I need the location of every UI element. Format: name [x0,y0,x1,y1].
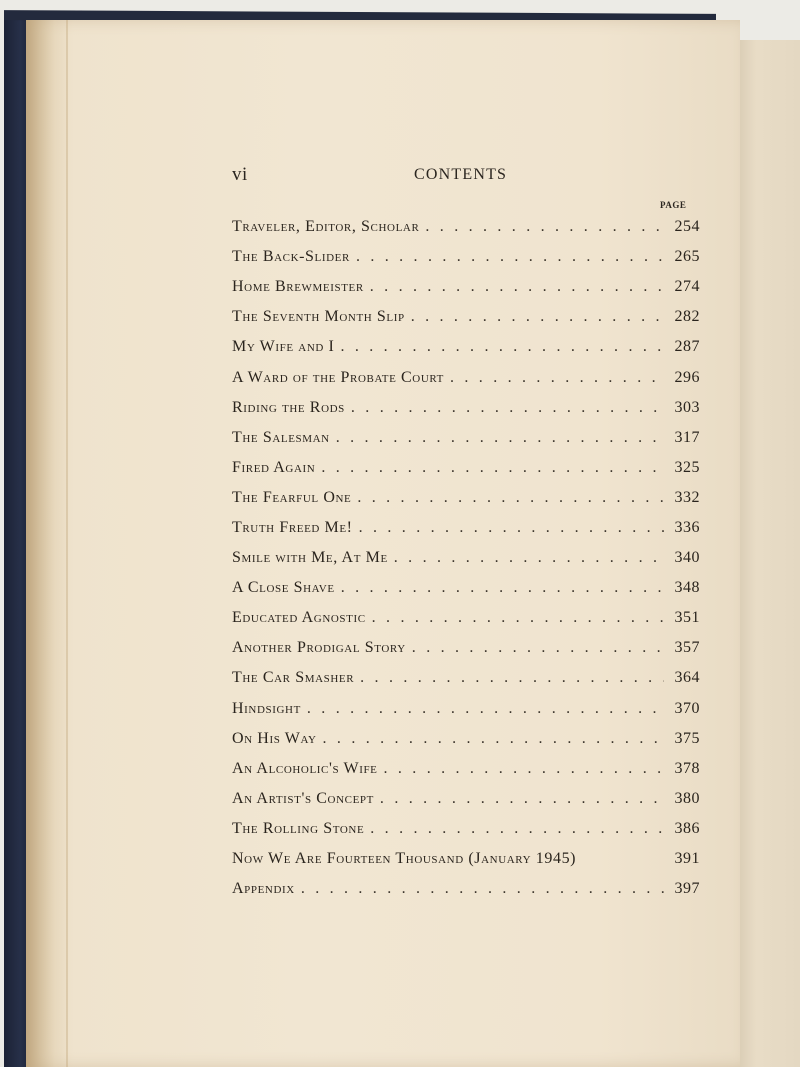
toc-entry [232,362,700,392]
toc-entry-page: 391 [674,850,700,868]
toc-entry-page: 378 [674,759,700,777]
toc-entry [232,513,700,543]
toc-leader-dots [425,217,664,237]
toc-entry-page: 282 [674,308,700,326]
toc-leader-dots [384,759,665,779]
toc-entry [232,393,700,423]
toc-entry-title: My Wife and I [232,338,335,356]
toc-entry-page: 370 [674,699,700,717]
toc-entry [232,212,700,242]
toc-leader-dots [341,578,664,598]
toc-entry-title: Educated Agnostic [232,609,366,627]
toc-entry-title: A Close Shave [232,579,335,597]
toc-entry-page: 274 [674,278,700,296]
toc-leader-dots [450,368,664,388]
toc-leader-dots [351,398,664,418]
toc-leader-dots [372,608,664,628]
toc-entry-page: 336 [674,518,700,536]
toc-entry-title: An Alcoholic's Wife [232,759,378,777]
toc-leader-dots [370,277,664,297]
toc-entry-title: The Car Smasher [232,669,355,687]
toc-leader-dots [307,699,664,719]
toc-leader-dots [323,729,664,749]
toc-entry [232,633,700,663]
toc-entry-page: 303 [674,398,700,416]
toc-entry [232,302,700,332]
page-title: CONTENTS [414,166,508,183]
toc-entry-page: 357 [674,639,700,657]
toc-leader-dots [412,638,664,658]
page-column-label: PAGE [660,200,687,210]
table-of-contents [232,212,700,904]
toc-entry-title: Appendix [232,880,295,898]
toc-entry-page: 317 [674,428,700,446]
toc-entry [232,543,700,573]
toc-entry [232,844,700,874]
toc-entry [232,874,700,904]
toc-entry-title: Home Brewmeister [232,278,364,296]
toc-entry-page: 397 [674,880,700,898]
toc-entry-page: 296 [674,368,700,386]
toc-entry-page: 254 [674,218,700,236]
toc-entry-page: 386 [674,819,700,837]
page-edge-line [66,20,68,1067]
toc-entry-title: On His Way [232,729,317,747]
toc-entry-page: 332 [674,488,700,506]
toc-entry-title: Fired Again [232,458,316,476]
toc-entry-title: Now We Are Fourteen Thousand (January 1945) [232,850,577,868]
toc-leader-dots [360,668,664,688]
toc-entry-title: The Back-Slider [232,248,350,266]
toc-entry-title: Truth Freed Me! [232,518,353,536]
toc-leader-dots [370,819,664,839]
toc-entry-title: The Rolling Stone [232,819,365,837]
toc-entry-title: Hindsight [232,699,301,717]
toc-entry-page: 375 [674,729,700,747]
toc-leader-dots [321,458,664,478]
toc-leader-dots [411,307,664,327]
toc-entry-page: 348 [674,579,700,597]
toc-entry-page: 265 [674,248,700,266]
toc-entry-title: Traveler, Editor, Scholar [232,218,420,236]
toc-entry-title: The Seventh Month Slip [232,308,405,326]
toc-entry [232,272,700,302]
toc-entry [232,814,700,844]
toc-leader-dots [394,548,664,568]
toc-entry-page: 351 [674,609,700,627]
toc-entry [232,603,700,633]
toc-entry [232,423,700,453]
toc-entry [232,754,700,784]
toc-entry [232,724,700,754]
toc-entry [232,784,700,814]
toc-leader-dots [380,789,664,809]
toc-leader-dots [340,337,664,357]
toc-entry [232,663,700,693]
toc-entry-page: 287 [674,338,700,356]
toc-leader-dots [357,488,664,508]
toc-leader-dots [336,428,664,448]
toc-leader-dots [356,247,664,267]
toc-entry [232,242,700,272]
toc-leader-dots [359,518,664,538]
toc-entry-title: Another Prodigal Story [232,639,406,657]
toc-entry [232,483,700,513]
toc-entry-page: 340 [674,549,700,567]
toc-entry-page: 380 [674,789,700,807]
toc-entry [232,573,700,603]
page-number-folio: vi [232,164,248,185]
toc-entry-title: A Ward of the Probate Court [232,368,444,386]
toc-entry-title: Riding the Rods [232,398,345,416]
toc-entry [232,332,700,362]
running-header [232,164,692,190]
toc-entry-title: An Artist's Concept [232,789,374,807]
toc-entry-page: 364 [674,669,700,687]
toc-leader-dots [301,879,664,899]
toc-entry-page: 325 [674,458,700,476]
toc-entry-title: Smile with Me, At Me [232,549,388,567]
toc-entry-title: The Fearful One [232,488,352,506]
toc-entry [232,694,700,724]
toc-entry [232,453,700,483]
toc-entry-title: The Salesman [232,428,330,446]
adjacent-page-edge [736,40,800,1067]
